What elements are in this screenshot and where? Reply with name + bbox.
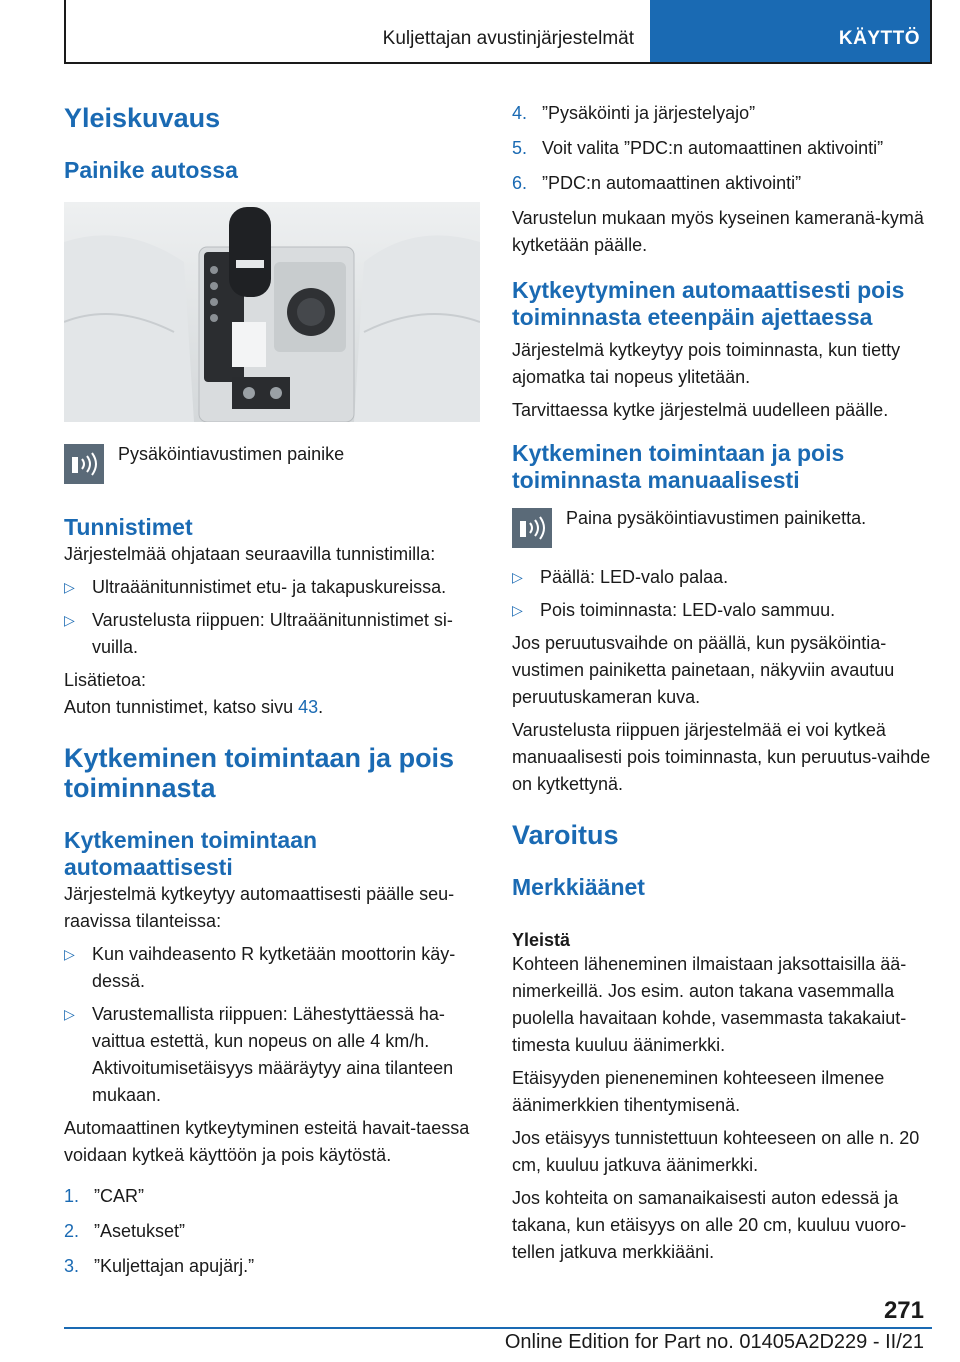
list-item: ▷ Kun vaihdeasento R kytketään moottorin käy-dessä. xyxy=(64,944,456,991)
paragraph-off-2: Tarvittaessa kytke järjestelmä uudelleen päälle. xyxy=(512,400,889,420)
heading-button-in-car: Painike autossa xyxy=(64,157,238,183)
heading-auto-off: Kytkeytyminen automaattisesti pois toiminnasta eteenpäin ajettaessa xyxy=(512,277,905,330)
gear-console-image xyxy=(64,202,480,422)
paragraph-reverse: Jos peruutusvaihde on päällä, kun pysäköintia-vustimen painiketta painetaan, näkyviin avautuu peruutuskameran kuva. xyxy=(512,633,895,707)
list-item: ▷ Ultraäänitunnistimet etu- ja takapuskureissa. xyxy=(64,577,447,597)
note-press-button xyxy=(512,506,932,548)
paragraph-general-1: Kohteen läheneminen ilmaistaan jaksottaisilla ää-nimerkeillä. Jos esim. auton takana vasemmalla puolella havaitaan kohde, vasemmasta takakaiut-timesta kuuluu äänimerkki. xyxy=(512,954,907,1055)
bullet-list-manual xyxy=(512,564,932,624)
list-item: 6. ”PDC:n automaattinen aktivointi” xyxy=(512,173,802,193)
steps-list-right xyxy=(512,100,932,197)
bullet-list-auto xyxy=(64,941,484,1109)
list-item: 1. ”CAR” xyxy=(64,1186,144,1206)
left-column xyxy=(64,100,484,1288)
paragraph-camera: Varustelun mukaan myös kyseinen kameranä-kymä kytketään päälle. xyxy=(512,208,924,255)
list-item: ▷ Pois toiminnasta: LED-valo sammuu. xyxy=(512,600,836,620)
paragraph-sensors: Järjestelmää ohjataan seuraavilla tunnistimilla: xyxy=(64,544,436,564)
list-item: 5. Voit valita ”PDC:n automaattinen aktivointi” xyxy=(512,138,884,158)
parking-sensor-icon xyxy=(64,444,104,484)
paragraph-reverse-2: Varustelusta riippuen järjestelmää ei voi kytkeä manuaalisesti pois toiminnasta, kun peruutus-vaihde on kytkettynä. xyxy=(512,720,931,794)
chapter-tab[interactable]: KÄYTTÖ xyxy=(650,0,930,62)
heading-overview: Yleiskuvaus xyxy=(64,103,221,133)
more-info-label: Lisätietoa: xyxy=(64,670,147,690)
bullet-list-sensors xyxy=(64,574,484,661)
list-item: ▷ Varustelusta riippuen: Ultraäänitunnistimet si-vuilla. xyxy=(64,610,453,657)
heading-sensors: Tunnistimet xyxy=(64,514,193,540)
right-column xyxy=(512,100,932,1266)
note-text: Paina pysäköintiavustimen painiketta. xyxy=(566,508,867,528)
steps-list-left xyxy=(64,1183,484,1280)
list-item: ▷ Varustemallista riippuen: Lähestyttäessä ha-vaittua estettä, kun nopeus on alle 4 km/h. Aktivoitumisetäisyys määräytyy aina tilanteen mukaan. xyxy=(64,1004,454,1105)
heading-auto-on: Kytkeminen toimintaan automaattisesti xyxy=(64,827,318,880)
edition-text: Online Edition for Part no. 01405A2D229 - II/21 xyxy=(504,1331,924,1353)
list-item: 4. ”Pysäköinti ja järjestelyajo” xyxy=(512,103,756,123)
paragraph-general-3: Jos etäisyys tunnistettuun kohteeseen on alle n. 20 cm, kuuluu jatkuva äänimerkki. xyxy=(512,1128,920,1175)
page-number: 271 xyxy=(883,1297,924,1324)
console-photo xyxy=(64,202,480,422)
paragraph-obstacle: Automaattinen kytkeytyminen esteitä havait-taessa voidaan kytkeä käyttöön ja pois käytöstä. xyxy=(64,1118,470,1165)
paragraph-general-2: Etäisyyden pieneneminen kohteeseen ilmenee äänimerkkien tihentymisenä. xyxy=(512,1068,885,1115)
list-item: ▷ Päällä: LED-valo palaa. xyxy=(512,567,729,587)
note-parking-button xyxy=(64,442,484,484)
heading-warning: Varoitus xyxy=(512,820,619,850)
list-item: 3. ”Kuljettajan apujärj.” xyxy=(64,1256,255,1276)
footer-divider xyxy=(64,1327,932,1329)
page-header xyxy=(64,0,932,64)
note-text: Pysäköintiavustimen painike xyxy=(118,444,345,464)
heading-signals: Merkkiäänet xyxy=(512,874,645,900)
paragraph-auto: Järjestelmä kytkeytyy automaattisesti päälle seu-raavissa tilanteissa: xyxy=(64,884,455,931)
section-title: Kuljettajan avustinjärjestelmät xyxy=(382,28,634,49)
parking-sensor-icon xyxy=(512,508,552,548)
heading-manual: Kytkeminen toimintaan ja pois toiminnasta manuaalisesti xyxy=(512,440,845,493)
heading-switch-on-off: Kytkeminen toimintaan ja pois toiminnasta xyxy=(64,743,455,803)
heading-general: Yleistä xyxy=(512,930,571,950)
page-link[interactable]: 43 xyxy=(298,697,319,717)
paragraph-general-4: Jos kohteita on samanaikaisesti auton edessä ja takana, kun etäisyys on alle 20 cm, kuuluu vuoro-tellen jatkuva merkkiääni. xyxy=(512,1188,907,1262)
list-item: 2. ”Asetukset” xyxy=(64,1221,186,1241)
more-info-line: Auton tunnistimet, katso sivu 43. xyxy=(64,697,324,717)
paragraph-off-1: Järjestelmä kytkeytyy pois toiminnasta, kun tietty ajomatka tai nopeus ylitetään. xyxy=(512,340,901,387)
